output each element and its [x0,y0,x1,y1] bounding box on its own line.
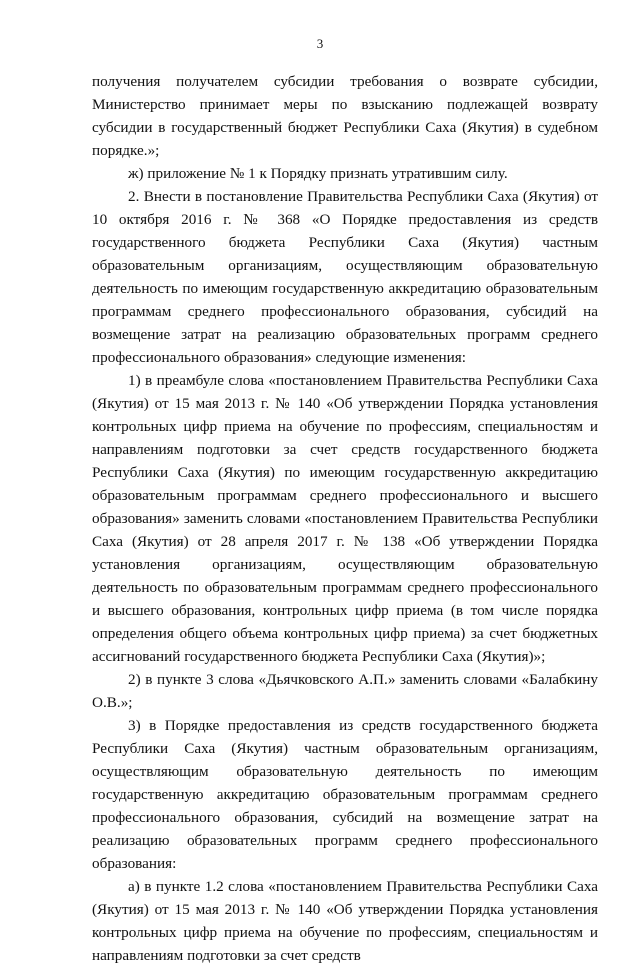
paragraph-continuation: получения получателем субсидии требования о возврате субсидии, Министерство принимает меры по взысканию подлежащей возврату субсидии в государственный бюджет Республики Саха (Якутия) в судебном порядке.»; [92,73,598,159]
paragraph-item-2: 2) в пункте 3 слова «Дьячковского А.П.» заменить словами «Балабкину О.В.»; [92,671,598,711]
page-number: 3 [316,36,324,51]
paragraph-item-zh: ж) приложение № 1 к Порядку признать утратившим силу. [128,165,508,182]
paragraph-item-3: 3) в Порядке предоставления из средств государственного бюджета Республики Саха (Якутия) частным образовательным организациям, осуществляющим образовательную деятельность по имеющим государственную аккредитацию образовательным программам среднего профессионального образования, субсидий на возмещение затрат на реализацию образовательных программ среднего профессионального образования: [92,717,598,872]
document-body [92,70,598,967]
paragraph-item-a: а) в пункте 1.2 слова «постановлением Правительства Республики Саха (Якутия) от 15 мая 2013 г. № 140 «Об утверждении Порядка установления контрольных цифр приема на обучение по профессиям, специальностям и направлениям подготовки за счет средств [92,878,598,964]
paragraph-section-2: 2. Внести в постановление Правительства Республики Саха (Якутия) от 10 октября 2016 г. № 368 «О Порядке предоставления из средств государственного бюджета Республики Саха (Якутия) частным образовательным организациям, осуществляющим образовательную деятельность по имеющим государственную аккредитацию образовательным программам среднего профессионального образования, субсидий на возмещение затрат на реализацию образовательных программ среднего профессионального образования» следующие изменения: [92,188,598,366]
paragraph-item-1: 1) в преамбуле слова «постановлением Правительства Республики Саха (Якутия) от 15 мая 2013 г. № 140 «Об утверждении Порядка установления контрольных цифр приема на обучение по профессиям, специальностям и направлениям подготовки за счет средств государственного бюджета Республики Саха (Якутия) по имеющим государственную аккредитацию образовательным программам среднего профессионального и высшего образования» заменить словами «постановлением Правительства Республики Саха (Якутия) от 28 апреля 2017 г. № 138 «Об утверждении Порядка установления организациям, осуществляющим образовательную деятельность по образовательным программам среднего профессионального и высшего образования, контрольных цифр приема (в том числе порядка определения общего объема контрольных цифр приема) за счет бюджетных ассигнований государственного бюджета Республики Саха (Якутия)»; [92,372,598,665]
